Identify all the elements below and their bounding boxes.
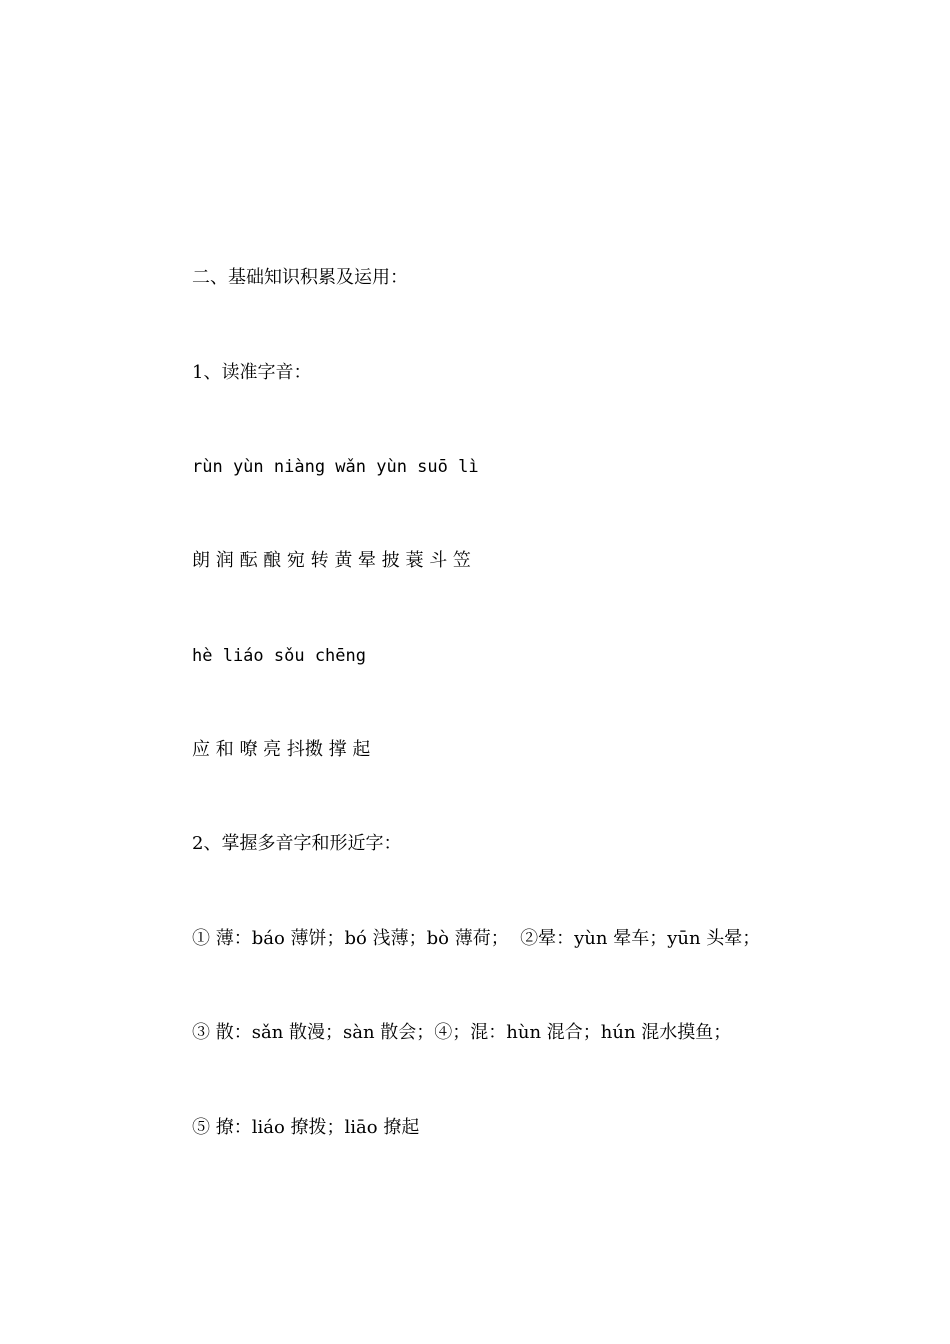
- pinyin-line-2: hè liáo sǒu chēng: [192, 646, 366, 666]
- item1-title: 1、读准字音：: [192, 362, 312, 383]
- item2-title: 2、掌握多音字和形近字：: [192, 833, 402, 854]
- characters-line-2: 应 和 嘹 亮 抖擞 撑 起: [192, 739, 371, 760]
- section-heading: 二、基础知识积累及运用：: [192, 267, 408, 288]
- pinyin-line-1: rùn yùn niàng wǎn yùn suō lì: [192, 457, 479, 477]
- polyphone-line-2: ③ 散：sǎn 散漫；sàn 散会；④；混：hùn 混合；hún 混水摸鱼；: [192, 1022, 732, 1043]
- polyphone-line-1: ① 薄：báo 薄饼；bó 浅薄；bò 薄荷； ②晕：yùn 晕车；yūn 头晕；: [192, 928, 761, 949]
- polyphone-line-3: ⑤ 撩：liáo 撩拨；liāo 撩起: [192, 1117, 420, 1138]
- characters-line-1: 朗 润 酝 酿 宛 转 黄 晕 披 蓑 斗 笠: [192, 550, 471, 571]
